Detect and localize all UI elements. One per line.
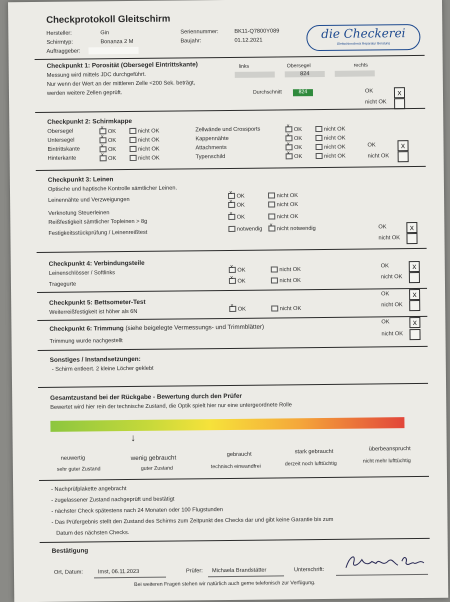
cp1-nicht-ok-label: nicht OK bbox=[365, 99, 387, 106]
ort-datum-line bbox=[94, 577, 166, 579]
scale-top-label: überbeansprucht bbox=[368, 446, 411, 453]
cp1-line3: werden weitere Zellen geprüft. bbox=[46, 90, 123, 97]
cp4-title: Checkpunkt 4: Verbindungsteile bbox=[48, 259, 145, 268]
cp2-nicht-ok-option[interactable]: nicht OK bbox=[315, 135, 345, 143]
cp3-ok-label: OK bbox=[378, 224, 387, 231]
hersteller-label: Hersteller: bbox=[46, 30, 72, 37]
cp1-col-links: links bbox=[238, 63, 250, 70]
divider bbox=[38, 383, 428, 388]
checkerei-logo: die Checkerei Gleitschirmcheck Reparatur Beratung bbox=[306, 24, 420, 51]
cp5-row-label: Weiterreißfestigkeit ist höher als 6N bbox=[49, 308, 138, 316]
ort-datum-value: Imst, 06.11.2023 bbox=[97, 568, 140, 576]
divider bbox=[37, 248, 427, 253]
cp3-ok-option[interactable]: xOK bbox=[228, 193, 245, 201]
divider bbox=[36, 166, 426, 171]
cp3-row-label: Reißfestigkeit sämtlicher Topleinen > 8g bbox=[48, 218, 148, 226]
cp3-nicht-ok-label: nicht OK bbox=[378, 235, 400, 242]
cp3-nicht-ok-option[interactable]: nicht OK bbox=[268, 201, 298, 209]
pruefer-value: Michaela Brandstätter bbox=[211, 567, 267, 575]
cp2-ok-option[interactable]: x OK bbox=[286, 153, 303, 161]
schirmtyp-label: Schirmtyp: bbox=[46, 39, 73, 46]
cp5-ok-option[interactable]: x OK bbox=[229, 306, 246, 314]
cp1-durchschnitt-value: 824 bbox=[293, 89, 313, 96]
cp2-row-label: Obersegel bbox=[47, 128, 74, 135]
cp4-nicht-ok-option[interactable]: nicht OK bbox=[271, 277, 301, 285]
note-line: - zugelassener Zustand nachgeprüft und bestätigt bbox=[51, 496, 175, 504]
cp1-col-rechts: rechts bbox=[353, 62, 368, 69]
cp3-ok-option[interactable]: xOK bbox=[228, 214, 245, 222]
scale-top-label: neuwertig bbox=[60, 455, 86, 462]
cp3-notwendig-option[interactable]: notwendig bbox=[228, 226, 262, 234]
cp4-row-label: Leinenschlösser / Softlinks bbox=[48, 270, 116, 277]
unterschrift-line bbox=[336, 574, 428, 576]
cp2-row-label: Typenschild bbox=[195, 154, 226, 161]
cp1-line1: Messung wird mittels JDC durchgeführt. bbox=[46, 71, 146, 79]
divider bbox=[39, 476, 429, 481]
cp2-nicht-ok-option[interactable]: nicht OK bbox=[315, 126, 345, 134]
divider bbox=[35, 55, 425, 60]
cp3-row-label: Leinennähte und Verzweigungen bbox=[48, 197, 130, 204]
cp2-ok-option[interactable]: x OK bbox=[100, 146, 117, 154]
scale-top-label: stark gebraucht bbox=[294, 448, 334, 456]
protocol-sheet bbox=[8, 0, 448, 602]
cp2-ok-option[interactable]: x OK bbox=[285, 135, 302, 143]
cp3-nicht-ok-option[interactable]: nicht OK bbox=[268, 213, 298, 221]
cp2-nicht-ok-option[interactable]: nicht OK bbox=[129, 128, 159, 136]
footer-text: Bei weiteren Fragen stehen wir natürlich auch gerne telefonisch zur Verfügung. bbox=[134, 580, 316, 588]
cp5-nicht-ok-box[interactable] bbox=[409, 300, 420, 311]
sonstiges-text: - Schirm entleert. 2 kleine Löcher geklebt bbox=[51, 365, 154, 373]
cp3-title: Checkpunkt 3: Leinen bbox=[47, 176, 114, 184]
note-line: - Nachprüfplakette angebracht bbox=[51, 486, 127, 493]
divider bbox=[38, 346, 428, 351]
cp6-nicht-ok-label: nicht OK bbox=[381, 331, 403, 338]
auftraggeber-redacted bbox=[88, 47, 138, 55]
cp1-title: Checkpunkt 1: Porosität (Obersegel Eintrittskante) bbox=[46, 61, 198, 70]
cp4-row-label: Tragegurte bbox=[48, 281, 77, 288]
cp3-subtitle: Optische und haptische Kontrolle sämtlicher Leinen. bbox=[47, 185, 178, 193]
ort-datum-label: Ort, Datum: bbox=[53, 569, 83, 576]
cp2-nicht-ok-label: nicht OK bbox=[367, 153, 390, 160]
cp3-nicht-notwendig-option[interactable]: x nicht notwendig bbox=[268, 225, 315, 233]
schirmtyp-value: Bonanza 2 M bbox=[100, 38, 134, 46]
cp4-nicht-ok-label: nicht OK bbox=[380, 274, 403, 281]
cp1-rechts-cell bbox=[335, 70, 375, 76]
scale-bottom-label: technisch einwandfrei bbox=[210, 463, 261, 471]
cp4-ok-option[interactable]: x OK bbox=[229, 267, 246, 275]
cp6-title-note: (siehe beigelegte Vermessungs- und Trimmblätter) bbox=[125, 323, 265, 333]
cp6-nicht-ok-box[interactable] bbox=[409, 329, 420, 340]
cp2-ok-option[interactable]: x OK bbox=[286, 144, 303, 152]
seriennummer-label: Seriennummer: bbox=[180, 29, 219, 36]
note-line: - nächster Check spätestens nach 24 Monaten oder 100 Flugstunden bbox=[51, 507, 224, 515]
cp4-nicht-ok-box[interactable] bbox=[409, 272, 420, 283]
cp5-ok-box[interactable]: x bbox=[409, 289, 420, 300]
cp2-ok-option[interactable]: x OK bbox=[99, 137, 116, 145]
cp2-title: Checkpunkt 2: Schirmkappe bbox=[47, 117, 132, 126]
cp2-nicht-ok-option[interactable]: nicht OK bbox=[130, 155, 160, 163]
cp2-row-label: Untersegel bbox=[47, 137, 75, 144]
signature-image bbox=[342, 551, 428, 574]
scale-bottom-label: sehr guter Zustand bbox=[56, 466, 101, 473]
cp6-row-label: Trimmung wurde nachgestellt bbox=[49, 338, 123, 345]
cp2-ok-option[interactable]: x OK bbox=[285, 126, 302, 134]
cp5-nicht-ok-option[interactable]: nicht OK bbox=[271, 305, 301, 313]
cp4-nicht-ok-option[interactable]: nicht OK bbox=[271, 266, 301, 274]
baujahr-value: 01.12.2021 bbox=[234, 37, 263, 44]
divider bbox=[40, 538, 430, 543]
cp5-ok-label: OK bbox=[381, 291, 390, 298]
note-line: Datum des nächsten Checks. bbox=[51, 530, 130, 537]
cp2-ok-box[interactable]: x bbox=[397, 140, 408, 151]
note-line: - Das Prüfergebnis stellt den Zustand des Schirms zum Zeitpunkt des Checks dar und gibt keine Garantie bis zum bbox=[51, 516, 334, 526]
cp5-title: Checkpunkt 5: Bettsometer-Test bbox=[49, 298, 146, 307]
seriennummer-value: BK11-Q7800Y089 bbox=[234, 28, 280, 35]
condition-scale-bar bbox=[50, 417, 404, 432]
hersteller-value: Gin bbox=[100, 30, 110, 37]
scale-top-label: wenig gebraucht bbox=[130, 454, 177, 463]
cp2-nicht-ok-option[interactable]: nicht OK bbox=[129, 137, 159, 145]
cp2-row-label: Hinterkante bbox=[47, 155, 77, 162]
scale-bottom-label: nicht mehr lufttüchtig bbox=[362, 458, 411, 465]
scale-top-label: gebraucht bbox=[226, 451, 252, 459]
bestaetigung-title: Bestätigung bbox=[51, 547, 89, 555]
gesamt-title: Gesamtzustand bei der Rückgabe - Bewertung durch den Prüfer bbox=[50, 392, 242, 402]
cp2-ok-option[interactable]: x OK bbox=[99, 128, 116, 136]
cp3-nicht-ok-option[interactable]: nicht OK bbox=[268, 192, 298, 200]
cp2-ok-option[interactable]: x OK bbox=[100, 155, 117, 163]
cp2-nicht-ok-box[interactable] bbox=[398, 151, 409, 162]
cp6-title-line bbox=[49, 325, 264, 333]
cp3-ok-option[interactable]: xOK bbox=[228, 202, 245, 210]
cp3-row-label: Festigkeitsstückprüfung / Leinenreißtest bbox=[48, 229, 148, 237]
cp2-row-label: Attachments bbox=[195, 144, 227, 152]
cp2-nicht-ok-option[interactable]: nicht OK bbox=[316, 144, 346, 152]
pruefer-label: Prüfer: bbox=[185, 568, 203, 575]
cp4-ok-box[interactable]: x bbox=[409, 261, 420, 272]
cp2-row-label: Kappennähte bbox=[195, 135, 229, 143]
gesamt-subtitle: Bewertet wird hier rein der technische Zustand, die Optik spielt hier nur eine untergeordnete Rolle bbox=[50, 402, 292, 411]
cp3-ok-box[interactable]: x bbox=[406, 222, 417, 233]
cp6-title: Checkpunkt 6: Trimmung bbox=[49, 325, 124, 333]
cp2-row-label: Eintrittskante bbox=[47, 146, 80, 153]
cp2-nicht-ok-option[interactable]: nicht OK bbox=[316, 153, 346, 161]
baujahr-label: Baujahr: bbox=[180, 38, 202, 45]
cp1-links-cell bbox=[235, 71, 275, 77]
cp1-line2: Nur wenn der Wert an der mittleren Zelle <200 Sek. beträgt, bbox=[46, 80, 196, 88]
cp1-ok-box[interactable]: x bbox=[394, 87, 405, 98]
cp1-durchschnitt-label: Durchschnitt bbox=[252, 89, 282, 96]
cp6-ok-box[interactable]: x bbox=[409, 317, 420, 328]
cp2-ok-label: OK bbox=[367, 142, 376, 149]
sonstiges-title: Sonstiges / Instandsetzungen: bbox=[49, 355, 141, 364]
cp6-ok-label: OK bbox=[381, 319, 390, 326]
cp3-nicht-ok-box[interactable] bbox=[406, 233, 417, 244]
cp1-obersegel-cell: 824 bbox=[285, 71, 325, 77]
scale-bottom-label: guter Zustand bbox=[140, 465, 173, 472]
cp1-ok-label: OK bbox=[364, 88, 374, 95]
cp3-row-label: Verknotung Steuerleinen bbox=[48, 210, 110, 217]
pruefer-line bbox=[208, 575, 284, 577]
divider bbox=[37, 316, 427, 321]
cp2-nicht-ok-option[interactable]: nicht OK bbox=[130, 146, 160, 154]
cp5-nicht-ok-label: nicht OK bbox=[381, 302, 403, 309]
cp4-ok-label: OK bbox=[380, 263, 389, 270]
scale-bottom-label: derzeit noch lufttüchtig bbox=[284, 460, 337, 468]
unterschrift-label: Unterschrift: bbox=[293, 566, 325, 574]
cp2-row-label: Zellwände und Crossports bbox=[195, 126, 261, 134]
auftraggeber-label: Auftraggeber: bbox=[46, 48, 81, 55]
cp4-ok-option[interactable]: x OK bbox=[229, 278, 246, 286]
cp1-col-obersegel: Obersegel bbox=[286, 63, 311, 70]
divider bbox=[35, 108, 425, 113]
page-title: Checkprotokoll Gleitschirm bbox=[46, 13, 171, 26]
condition-marker-arrow-icon: ↓ bbox=[130, 432, 136, 445]
divider bbox=[37, 288, 427, 293]
